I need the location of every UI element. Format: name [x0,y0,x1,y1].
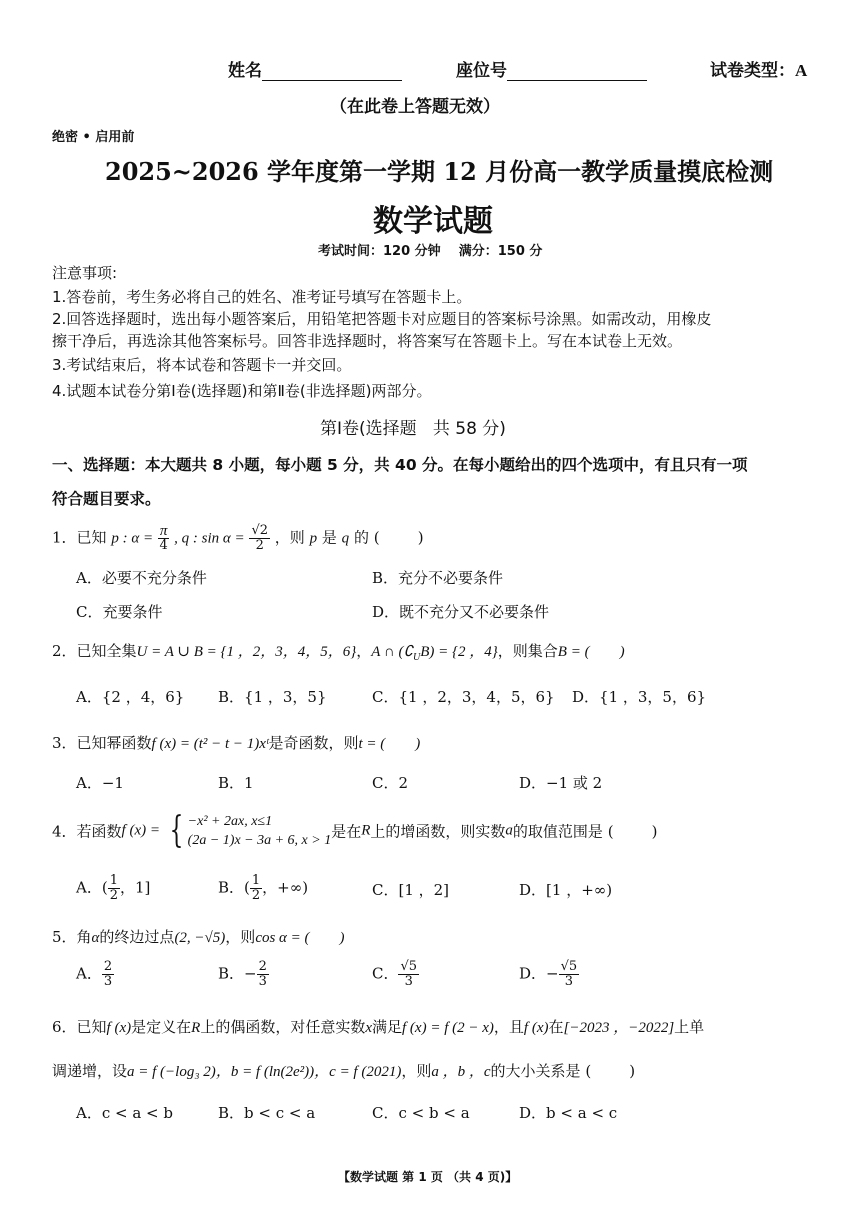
page-footer: 【数学试题 第 1 页 （共 4 页)】 [338,1170,518,1184]
section-title: 第Ⅰ卷(选择题 共 58 分) [320,419,506,439]
q2-option-d[interactable]: D．{1 ，3，5，6} [572,688,707,706]
exam-title: 2025~2026 学年度第一学期 12 月份高一教学质量摸底检测 [105,157,774,186]
notice-item-1: 1.答卷前，考生务必将自己的姓名、准考证号填写在答题卡上。 [52,288,472,306]
q5-option-a[interactable]: A． $\frac{2}{3}$ [76,959,113,989]
question-4-stem: 4．若函数f (x) = { −x² + 2ax, x≤1 (2a − 1)x − 3a + 6, x > 1 是在R上的增函数，则实数a的取值范围是 ( ) [52,810,658,851]
notice-item-4: 4.试题本试卷分第Ⅰ卷(选择题)和第Ⅱ卷(非选择题)两部分。 [52,382,432,400]
q5-option-b[interactable]: B．− $\frac{2}{3}$ [218,959,267,989]
notice-item-2-line-2: 擦干净后，再选涂其他答案标号。回答非选择题时，将答案写在答题卡上。写在本试卷上无效。 [52,332,683,350]
q1-option-d[interactable]: D．既不充分又不必要条件 [372,603,550,621]
question-3-stem: 3．已知幂函数f (x) = (t² − t − 1)xᵗ是奇函数，则t = ( ) [52,734,421,752]
q6-option-d[interactable]: D．b < a < c [519,1104,618,1122]
q1-pi-fraction: $\frac{\pi}{4}$ [159,523,168,553]
question-1-stem: 1．已知 p : α = $\frac{\pi}{4}$ , q : sin α = $\frac{√2}{2}$ ，则 p 是 q 的 ( ) [52,523,424,553]
notice-heading: 注意事项: [52,264,118,282]
subject-title: 数学试题 [373,204,493,239]
paper-type [710,56,807,81]
q1-option-b[interactable]: B．充分不必要条件 [372,569,504,587]
q4-option-a[interactable]: A．( $\frac{1}{2}$ ，1] [76,873,151,903]
secret-mark: 绝密 • 启用前 [52,130,135,145]
invalid-note: （在此卷上答题无效） [330,97,500,117]
q1-option-c[interactable]: C．充要条件 [76,603,163,621]
q4-piecewise-cases: −x² + 2ax, x≤1 (2a − 1)x − 3a + 6, x > 1 [187,814,332,848]
q4-option-c[interactable]: C．[1 ，2] [372,881,450,899]
question-2-stem: 2．已知全集U = A ∪ B = {1 ，2，3，4，5，6}，A ∩ $(∁_UB) = \{2$ ，4}，则集合B = ( ) [52,642,625,663]
q2-option-c[interactable]: C．{1 ，2，3，4，5，6} [372,688,555,706]
section-intro-line-2: 符合题目要求。 [52,490,161,508]
seat-field [456,56,647,81]
exam-info: 考试时间：120 分钟 满分：150 分 [318,244,543,259]
paper-type-value: A [795,61,808,80]
seat-blank[interactable] [507,64,647,81]
notice-item-3: 3.考试结束后，将本试卷和答题卡一并交回。 [52,356,352,374]
q6-option-c[interactable]: C．c < b < a [372,1104,470,1122]
question-6-stem-line-1: 6．已知f (x)是定义在R上的偶函数，对任意实数x满足f (x) = f (2 − x)，且f (x)在[−2023 ，−2022]上单 [52,1018,705,1036]
q2-option-b[interactable]: B．{1 ，3，5} [218,688,327,706]
q6-option-a[interactable]: A．c < a < b [76,1104,173,1122]
q1-option-a[interactable]: A．必要不充分条件 [76,569,207,587]
notice-item-2-line-1: 2.回答选择题时，选出每小题答案后，用铅笔把答题卡对应题目的答案标号涂黑。如需改动，用橡皮 [52,310,712,328]
q6-option-b[interactable]: B．b < c < a [218,1104,316,1122]
section-intro-line-1: 一、选择题：本大题共 8 小题，每小题 5 分，共 40 分。在每小题给出的四个选项中，有且只有一项 [52,456,748,474]
q4-option-b[interactable]: B．( $\frac{1}{2}$ ，+∞) [218,873,309,903]
question-6-stem-line-2: 调递增，设a = f (−log₃ 2)，b = f (ln(2e²))，c = f (2021)，则a ，b ，c的大小关系是 ( ) [52,1062,636,1080]
q3-option-d[interactable]: D．−1 或 2 [519,774,603,792]
q5-option-c[interactable]: C． $\frac{√5}{3}$ [372,959,418,989]
q1-sqrt-fraction: $\frac{√2}{2}$ [251,523,268,553]
name-field [228,56,402,81]
name-blank[interactable] [262,64,402,81]
q5-option-d[interactable]: D．− $\frac{√5}{3}$ [519,959,578,989]
q3-option-c[interactable]: C．2 [372,774,409,792]
name-label: 姓名 [228,61,262,81]
q3-option-a[interactable]: A．−1 [76,774,124,792]
seat-label: 座位号 [456,61,507,81]
q2-option-a[interactable]: A．{2 ，4，6} [76,688,185,706]
paper-type-label: 试卷类型： [710,61,795,81]
q3-option-b[interactable]: B．1 [218,774,254,792]
q4-option-d[interactable]: D．[1 ，+∞) [519,881,613,899]
q4-brace-icon: { [169,810,184,851]
question-5-stem: 5．角α的终边过点(2, −√5)，则cos α = ( ) [52,928,345,946]
